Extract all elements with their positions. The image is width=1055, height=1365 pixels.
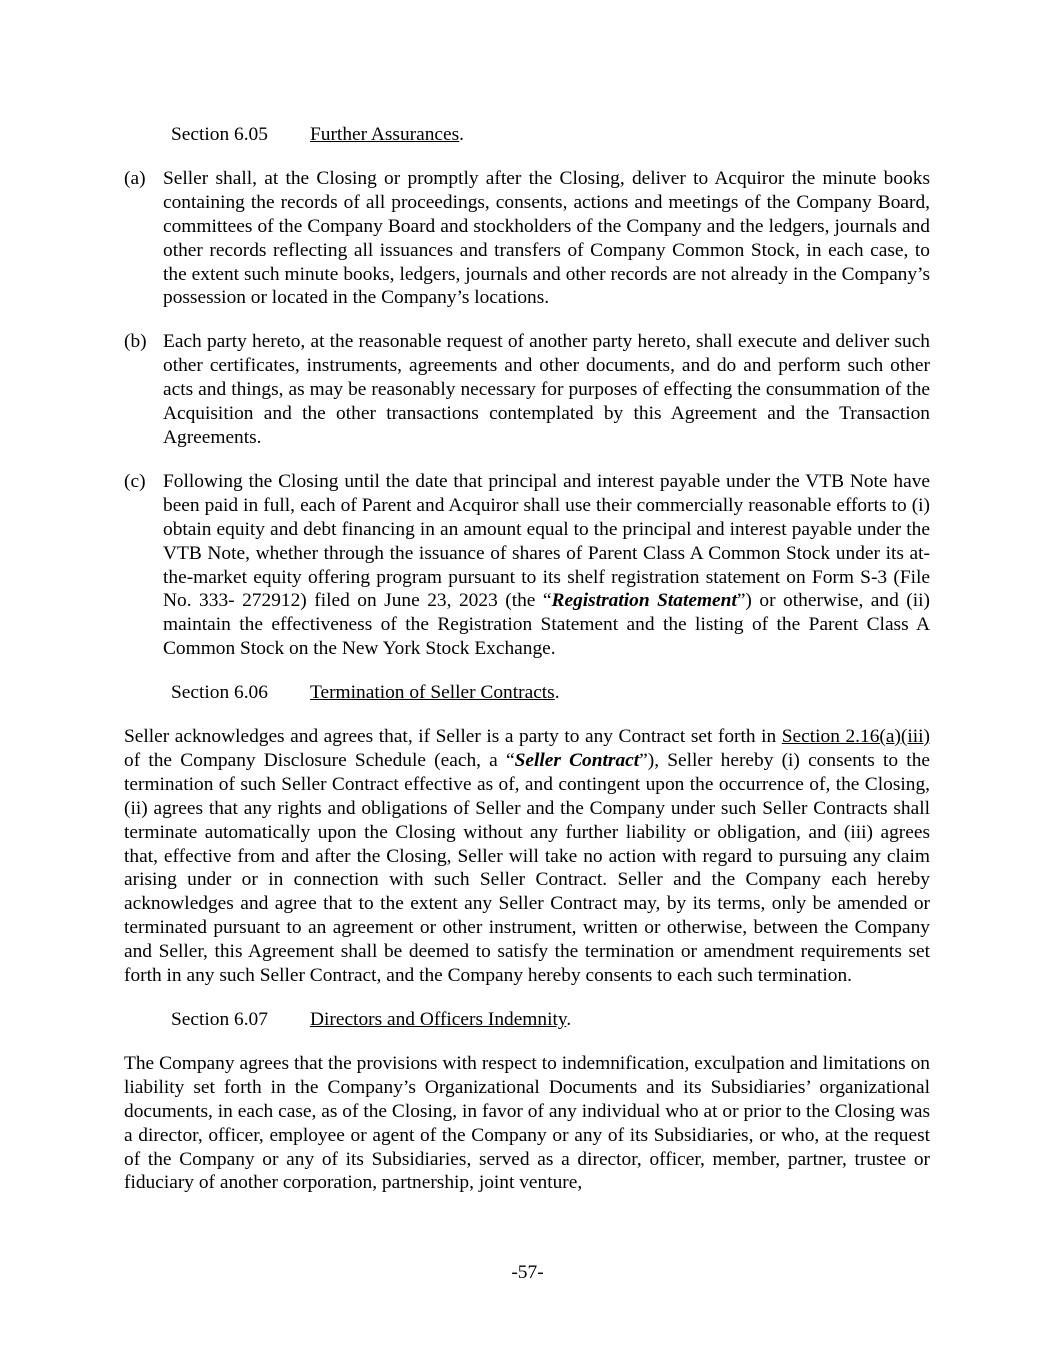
section-title: Termination of Seller Contracts: [310, 682, 555, 704]
page-body: [124, 123, 930, 1215]
section-title-suffix: .: [459, 124, 465, 145]
list-item-a: [124, 167, 930, 310]
text-run: ”) or otherwise, and (ii) maintain the effectiveness of the Registration Statement and the listing of the Parent Class A Common Stock on the New York Stock Exchange.: [163, 590, 930, 660]
section-number: Section 6.06: [171, 682, 268, 704]
list-item-text: Seller shall, at the Closing or promptly after the Closing, deliver to Acquiror the minute books containing the records of all proceedings, consents, actions and meetings of the Company Board, committees of the Company Board and stockholders of the Company and the ledgers, journals and other records reflecting all issuances and transfers of Company Common Stock, in each case, to the extent such minute books, ledgers, journals and other records are not already in the Company’s possession or located in the Company’s locations.: [163, 167, 930, 309]
text-run: Following the Closing until the date that principal and interest payable under the VTB Note have been paid in full, each of Parent and Acquiror shall use their commercially reasonable efforts to (i) obtain equity and debt financing in an amount equal to the principal and interest payable under the VTB Note, whether through the issuance of shares of Parent Class A Common Stock under its at-the-market equity offering program pursuant to its shelf registration statement on Form S-3 (File No. 333- 272912) filed on June 23, 2023 (the “: [163, 470, 930, 612]
text-run: ”), Seller hereby (i) consents to the termination of such Seller Contract effective as of, and contingent upon the occurrence of, the Closing, (ii) agrees that any rights and obligations of Seller and the Company under such Seller Contracts shall terminate automatically upon the Closing without any further liability or obligation, and (iii) agrees that, effective from and after the Closing, Seller will take no action with regard to pursuing any claim arising under or in connection with such Seller Contract. Seller and the Company each hereby acknowledges and agree that to the extent any Seller Contract may, by its terms, only be amended or terminated pursuant to an agreement or other instrument, written or otherwise, between the Company and Seller, this Agreement shall be deemed to satisfy the termination or amendment requirements set forth in any such Seller Contract, and the Company hereby consents to each such termination.: [124, 749, 930, 987]
list-item-text: Each party hereto, at the reasonable request of another party hereto, shall execute and deliver such other certificates, instruments, agreements and other documents, and do and perform such other acts and things, as may be reasonably necessary for purposes of effecting the consummation of the Acquisition and the other transactions contemplated by this Agreement and the Transaction Agreements.: [163, 331, 930, 448]
section-heading-6-05: [124, 123, 930, 147]
paragraph-indemnity: The Company agrees that the provisions with respect to indemnification, exculpation and limitations on liability set forth in the Company’s Organizational Documents and its Subsidiaries’ organizational documents, in each case, as of the Closing, in favor of any individual who at or prior to the Closing was a director, officer, employee or agent of the Company or any of its Subsidiaries, or who, at the request of the Company or any of its Subsidiaries, served as a director, officer, member, partner, trustee or fiduciary of another corporation, partnership, joint venture,: [124, 1052, 930, 1194]
section-reference: Section 2.16(a)(iii): [781, 726, 930, 748]
defined-term-seller-contract: Seller Contract: [514, 749, 640, 771]
section-title: Directors and Officers Indemnity: [310, 1009, 567, 1030]
section-number: Section 6.05: [171, 124, 268, 145]
page-number: -57-: [511, 1262, 544, 1283]
list-marker: (b): [124, 331, 147, 353]
text-run: of the Company Disclosure Schedule (each, a “: [124, 749, 515, 771]
section-title-suffix: .: [566, 1009, 572, 1030]
list-item-text: [163, 470, 930, 661]
section-title-suffix: .: [554, 682, 560, 704]
list-item-c: [124, 470, 930, 661]
defined-term-registration-statement: Registration Statement: [551, 590, 737, 612]
section-heading-6-06: [124, 681, 930, 705]
list-marker: (a): [124, 167, 146, 189]
section-title: Further Assurances: [310, 124, 460, 145]
paragraph-seller-contracts: [124, 725, 930, 988]
section-heading-6-07: [124, 1008, 930, 1032]
section-number: Section 6.07: [171, 1009, 268, 1030]
list-item-b: [124, 330, 930, 450]
list-marker: (c): [124, 470, 146, 492]
text-run: Seller acknowledges and agrees that, if Seller is a party to any Contract set forth in: [124, 726, 782, 748]
